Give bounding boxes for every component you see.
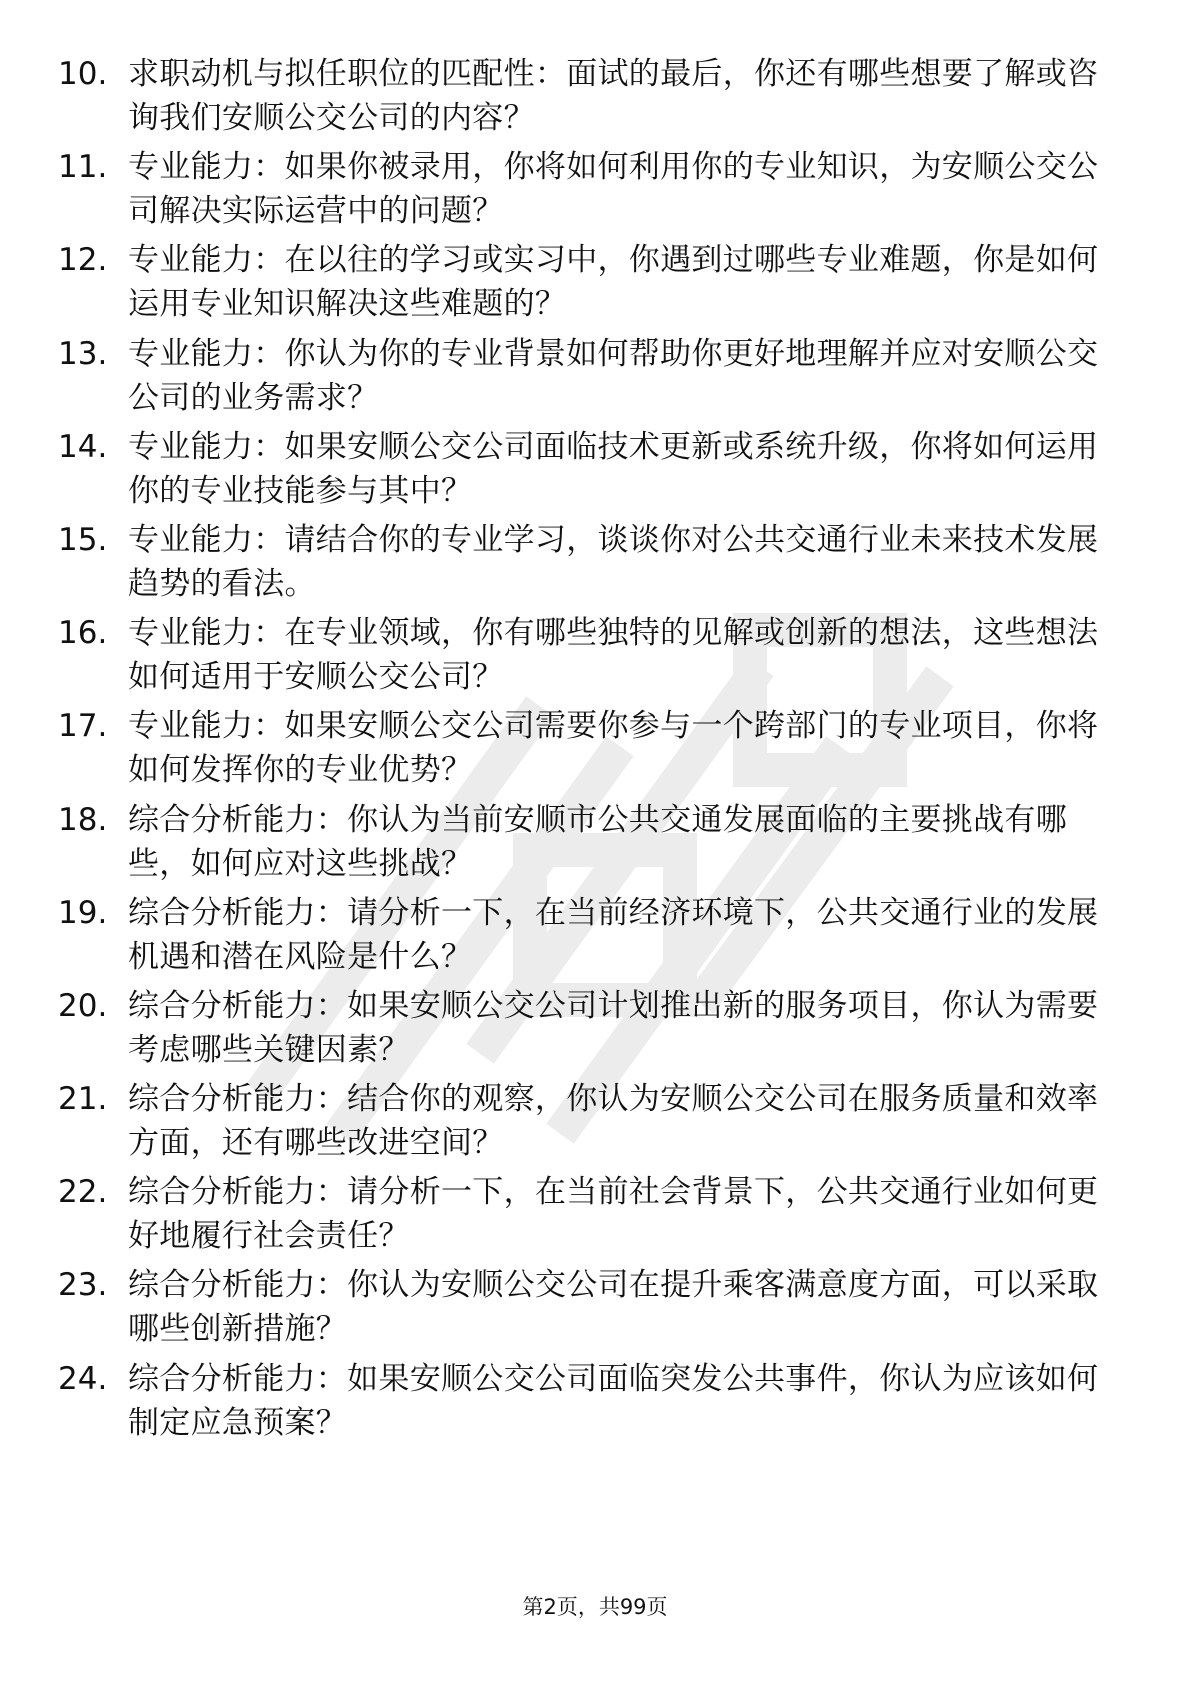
list-item	[58, 518, 1128, 611]
question-number: 23.	[58, 1267, 108, 1304]
question-text: 专业能力：在专业领域，你有哪些独特的见解或创新的想法，这些想法如何适用于安顺公交公司？	[128, 615, 1099, 696]
list-item	[58, 238, 1128, 331]
question-text: 专业能力：如果安顺公交公司需要你参与一个跨部门的专业项目，你将如何发挥你的专业优势？	[128, 708, 1099, 789]
question-text: 专业能力：在以往的学习或实习中，你遇到过哪些专业难题，你是如何运用专业知识解决这些难题的？	[128, 242, 1099, 323]
list-item	[58, 1263, 1128, 1356]
question-text: 综合分析能力：你认为当前安顺市公共交通发展面临的主要挑战有哪些，如何应对这些挑战？	[128, 801, 1067, 882]
list-item	[58, 984, 1128, 1077]
question-number: 20.	[58, 987, 108, 1024]
question-text: 专业能力：请结合你的专业学习，谈谈你对公共交通行业未来技术发展趋势的看法。	[128, 521, 1099, 602]
list-item	[58, 798, 1128, 891]
question-number: 15.	[58, 521, 108, 558]
list-item	[58, 1077, 1128, 1170]
list-item	[58, 1357, 1128, 1450]
question-text: 专业能力：你认为你的专业背景如何帮助你更好地理解并应对安顺公交公司的业务需求？	[128, 335, 1099, 416]
list-item	[58, 52, 1128, 145]
list-item	[58, 1170, 1128, 1263]
question-text: 专业能力：如果你被录用，你将如何利用你的专业知识，为安顺公交公司解决实际运营中的问题？	[128, 149, 1099, 230]
question-text: 综合分析能力：结合你的观察，你认为安顺公交公司在服务质量和效率方面，还有哪些改进空间？	[128, 1081, 1099, 1162]
list-item	[58, 425, 1128, 518]
question-text: 综合分析能力：如果安顺公交公司计划推出新的服务项目，你认为需要考虑哪些关键因素？	[128, 987, 1099, 1068]
question-number: 14.	[58, 428, 108, 465]
question-text: 综合分析能力：请分析一下，在当前经济环境下，公共交通行业的发展机遇和潜在风险是什么？	[128, 894, 1099, 975]
question-number: 22.	[58, 1174, 108, 1211]
question-number: 18.	[58, 801, 108, 838]
question-number: 12.	[58, 242, 108, 279]
question-text: 求职动机与拟任职位的匹配性：面试的最后，你还有哪些想要了解或咨询我们安顺公交公司的内容？	[128, 56, 1099, 136]
list-item	[58, 611, 1128, 704]
question-number: 11.	[58, 149, 108, 186]
question-text: 综合分析能力：你认为安顺公交公司在提升乘客满意度方面，可以采取哪些创新措施？	[128, 1267, 1099, 1348]
list-item	[58, 704, 1128, 797]
question-number: 17.	[58, 708, 108, 745]
page-footer: 第2页，共99页	[522, 1595, 668, 1619]
question-text: 综合分析能力：如果安顺公交公司面临突发公共事件，你认为应该如何制定应急预案？	[128, 1360, 1099, 1441]
question-number: 19.	[58, 894, 108, 931]
question-text: 综合分析能力：请分析一下，在当前社会背景下，公共交通行业如何更好地履行社会责任？	[128, 1174, 1099, 1255]
question-number: 21.	[58, 1081, 108, 1118]
list-item	[58, 332, 1128, 425]
question-text: 专业能力：如果安顺公交公司面临技术更新或系统升级，你将如何运用你的专业技能参与其中？	[128, 428, 1099, 509]
question-list	[58, 52, 1128, 1450]
question-number: 24.	[58, 1360, 108, 1397]
list-item	[58, 891, 1128, 984]
question-number: 10.	[58, 56, 108, 92]
question-number: 13.	[58, 335, 108, 372]
question-number: 16.	[58, 615, 108, 652]
list-item	[58, 145, 1128, 238]
